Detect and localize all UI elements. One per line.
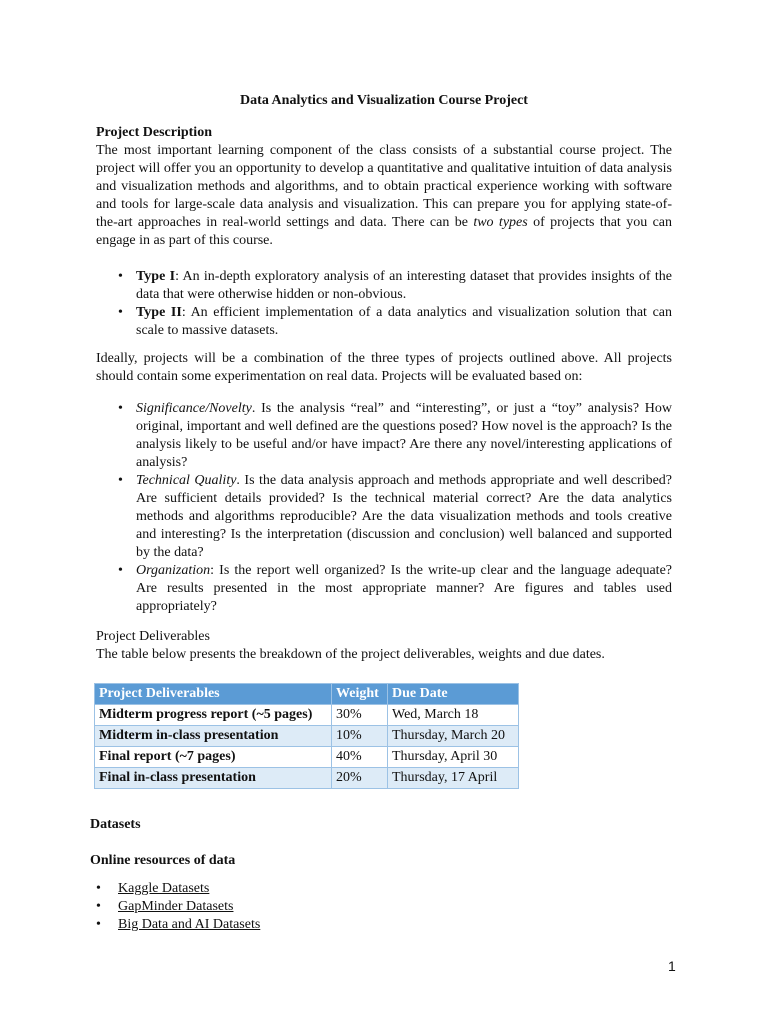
table-row [95,768,519,789]
type-label: Type I [136,269,176,284]
table-row [95,705,519,726]
big-data-ai-datasets-link[interactable]: Big Data and AI Datasets [118,917,261,932]
column-header: Due Date [388,684,519,705]
two-types-emphasis: two types [473,215,528,230]
resource-links-list [90,880,672,934]
table-row [95,726,519,747]
list-item [90,880,672,898]
criterion-label: Technical Quality [136,473,237,488]
criterion-text: : Is the report well organized? Is the write-up clear and the language adequate? Are results presented in the most appropriate manner? Are figures and tables used appropriately? [136,563,672,614]
column-header: Project Deliverables [95,684,332,705]
bullet: • [96,917,101,932]
criteria-list [96,400,672,616]
criterion-text: . Is the data analysis approach and methods appropriate and well described? Are sufficient details provided? Is the technical material correct? Are the data analytics methods and algorithms reproducible? Are the data visualization methods and tools creative and interesting? Is the interpretation (discussion and conclusion) well balanced and supported by the data? [136,473,672,560]
bullet: • [118,305,123,320]
datasets-heading: Datasets [90,817,141,832]
table-cell: Thursday, 17 April [388,768,519,789]
table-cell: Thursday, March 20 [388,726,519,747]
deliverables-table [94,683,519,789]
column-header: Weight [332,684,388,705]
kaggle-datasets-link[interactable]: Kaggle Datasets [118,881,210,896]
table-cell: 40% [332,747,388,768]
list-item [96,400,672,472]
type-label: Type II [136,305,182,320]
document-page [90,92,672,934]
bullet: • [118,563,123,578]
table-cell: 30% [332,705,388,726]
project-types-list [96,268,672,340]
list-item [96,562,672,616]
evaluation-intro: Ideally, projects will be a combination of the three types of projects outlined above. All projects should contain some experimentation on real data. Projects will be evaluated based on: [96,351,672,384]
page-number: 1 [668,958,676,974]
criterion-label: Organization [136,563,211,578]
table-cell: Final report (~7 pages) [95,747,332,768]
bullet: • [118,473,123,488]
list-item [90,916,672,934]
table-cell: 20% [332,768,388,789]
table-cell: Final in-class presentation [95,768,332,789]
description-text: The most important learning component of the class consists of a substantial course project. The project will offer you an opportunity to develop a quantitative and qualitative intuition of data analysis and visualization methods and algorithms, and to obtain practical experience working with software and tools for large-scale data analysis and visualization. This can prepare you for applying state-of-the-art approaches in real-world settings and data. There can be [96,143,672,230]
bullet: • [118,269,123,284]
type-text: : An in-depth exploratory analysis of an interesting dataset that provides insights of the data that were otherwise hidden or non-obvious. [136,269,672,302]
list-item [96,304,672,340]
bullet: • [118,401,123,416]
list-item [96,472,672,562]
table-cell: Wed, March 18 [388,705,519,726]
description-paragraph [96,142,672,250]
deliverables-heading: Project Deliverables [96,629,210,644]
type-text: : An efficient implementation of a data analytics and visualization solution that can scale to massive datasets. [136,305,672,338]
list-item [96,268,672,304]
criterion-label: Significance/Novelty [136,401,252,416]
table-cell: 10% [332,726,388,747]
document-title: Data Analytics and Visualization Course Project [240,93,528,108]
table-cell: Midterm in-class presentation [95,726,332,747]
description-text-end: of projects that you can engage in as part of this course. [96,215,672,248]
list-item [90,898,672,916]
gapminder-datasets-link[interactable]: GapMinder Datasets [118,899,234,914]
deliverables-intro: The table below presents the breakdown of the project deliverables, weights and due dates. [96,647,605,662]
bullet: • [96,899,101,914]
bullet: • [96,881,101,896]
criterion-text: . Is the analysis “real” and “interesting”, or just a “toy” analysis? How original, important and well defined are the questions posed? How novel is the approach? Is the analysis likely to be useful and/or have impact? Are there any novel/interesting applications of analysis? [136,401,672,470]
online-resources-heading: Online resources of data [90,853,236,868]
table-cell: Thursday, April 30 [388,747,519,768]
table-cell: Midterm progress report (~5 pages) [95,705,332,726]
table-header-row [95,684,519,705]
table-row [95,747,519,768]
description-heading: Project Description [96,125,212,140]
